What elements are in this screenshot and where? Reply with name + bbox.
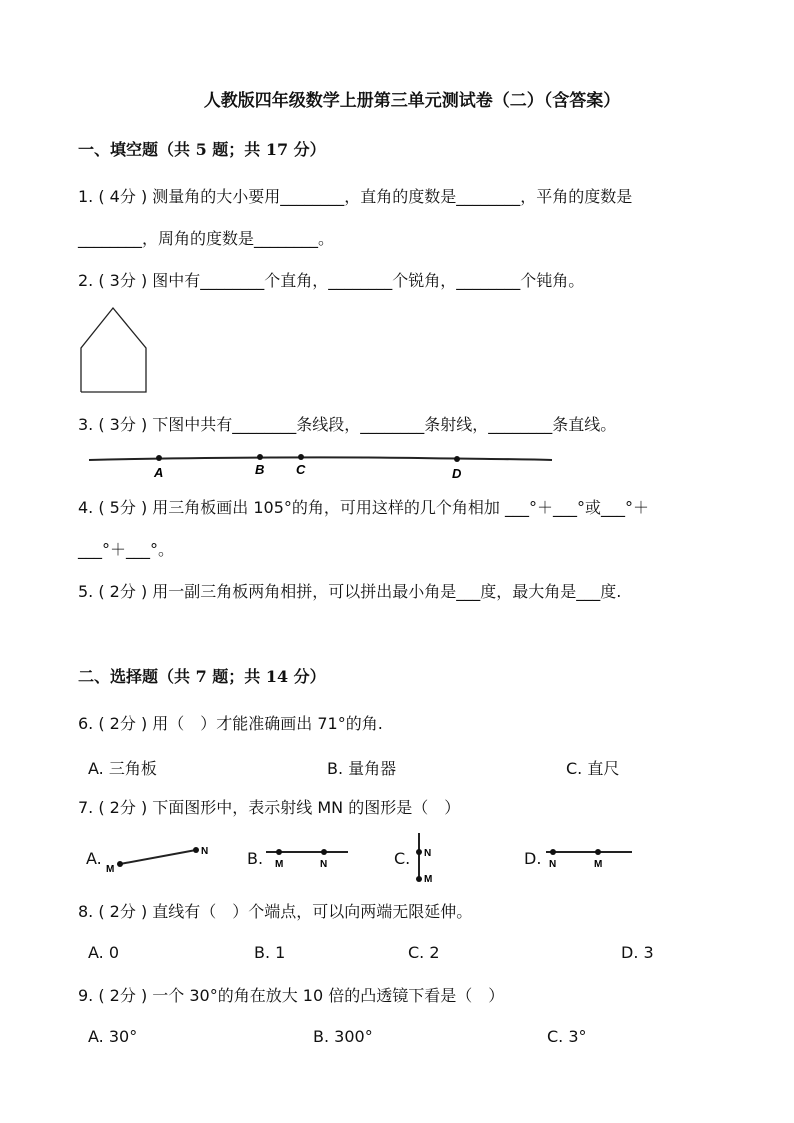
question-7-option-b[interactable]: B. — [247, 849, 264, 868]
question-7-option-d[interactable]: D. — [524, 849, 542, 868]
question-1-line-1: 1. ( 4分 ) 测量角的大小要用________，直角的度数是________，平角的度数是 — [78, 187, 633, 206]
point-label-n: N — [320, 859, 328, 870]
question-5: 5. ( 2分 ) 用一副三角板两角相拼，可以拼出最小角是___度，最大角是___度. — [78, 582, 622, 601]
point-label-m: M — [275, 859, 284, 870]
line-with-points-figure — [88, 448, 554, 482]
point-label-c: C — [296, 462, 306, 477]
house-shape-figure — [80, 306, 150, 394]
point-label-m: M — [594, 859, 603, 870]
ray-figure-a — [104, 842, 216, 876]
ray-figure-c — [410, 832, 440, 884]
section-heading-fill-blank: 一、填空题（共 5 题；共 17 分） — [78, 140, 326, 159]
point-label-m: M — [106, 864, 115, 875]
point-label-b: B — [255, 462, 265, 477]
page-title: 人教版四年级数学上册第三单元测试卷（二）（含答案） — [203, 91, 621, 111]
question-6-option-c[interactable]: C. 直尺 — [566, 759, 620, 778]
question-4-line-1: 4. ( 5分 ) 用三角板画出 105°的角，可用这样的几个角相加 ___°＋___°或___°＋ — [78, 498, 649, 517]
question-8: 8. ( 2分 ) 直线有（ ）个端点，可以向两端无限延伸。 — [78, 902, 473, 921]
question-7: 7. ( 2分 ) 下面图形中，表示射线 MN 的图形是（ ） — [78, 798, 461, 817]
ray-figure-d — [546, 842, 634, 872]
question-6-option-b[interactable]: B. 量角器 — [327, 759, 397, 778]
question-9-option-c[interactable]: C. 3° — [547, 1027, 587, 1046]
ray-figure-b — [266, 842, 350, 872]
point-label-d: D — [452, 466, 462, 481]
question-9: 9. ( 2分 ) 一个 30°的角在放大 10 倍的凸透镜下看是（ ） — [78, 986, 505, 1005]
question-7-option-c[interactable]: C. — [394, 849, 411, 868]
question-6-option-a[interactable]: A. 三角板 — [88, 759, 157, 778]
question-8-option-b[interactable]: B. 1 — [254, 943, 286, 962]
question-3: 3. ( 3分 ) 下图中共有________条线段，________条射线，________条直线。 — [78, 415, 617, 434]
point-label-n: N — [549, 859, 557, 870]
question-6: 6. ( 2分 ) 用（ ）才能准确画出 71°的角. — [78, 714, 383, 733]
point-label-a: A — [154, 465, 164, 480]
question-8-option-d[interactable]: D. 3 — [621, 943, 654, 962]
point-label-n: N — [201, 846, 209, 857]
question-7-option-a[interactable]: A. — [86, 849, 102, 868]
question-1-line-2: ________，周角的度数是________。 — [78, 229, 335, 248]
question-2: 2. ( 3分 ) 图中有________个直角，________个锐角，________个钝角。 — [78, 271, 585, 290]
question-9-option-b[interactable]: B. 300° — [313, 1027, 373, 1046]
question-9-option-a[interactable]: A. 30° — [88, 1027, 138, 1046]
point-label-m: M — [424, 874, 433, 885]
section-heading-multiple-choice: 二、选择题（共 7 题；共 14 分） — [78, 667, 326, 686]
question-4-line-2: ___°＋___°。 — [78, 540, 175, 559]
point-label-n: N — [424, 848, 432, 859]
question-8-option-c[interactable]: C. 2 — [408, 943, 440, 962]
question-8-option-a[interactable]: A. 0 — [88, 943, 120, 962]
